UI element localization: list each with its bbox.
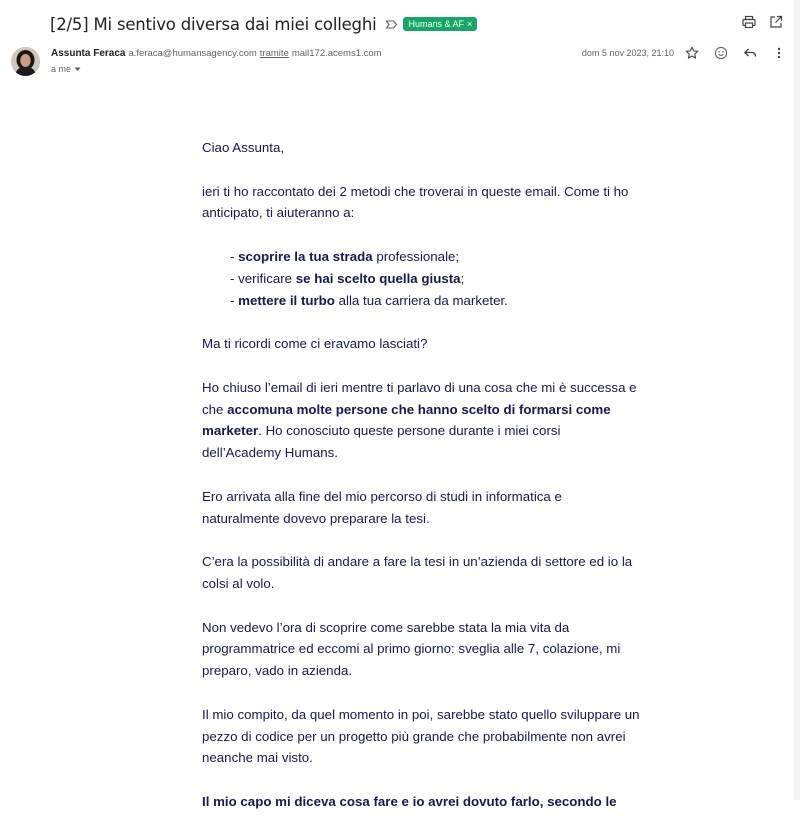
body-paragraph: ieri ti ho raccontato dei 2 metodi che troverai in queste email. Come ti ho anticipato, ti aiuteranno a:	[202, 183, 629, 221]
list-item: - mettere il turbo alla tua carriera da marketer.	[230, 292, 508, 308]
body-paragraph: Ero arrivata alla fine del mio percorso di studi in informatica e naturalmente dovevo preparare la tesi.	[202, 488, 562, 526]
recipient-line[interactable]	[51, 64, 81, 74]
sender-email[interactable]: a.feraca@humansagency.com	[128, 48, 257, 59]
open-in-new-window-icon[interactable]	[769, 15, 783, 29]
important-marker-icon[interactable]	[385, 18, 398, 31]
label-chip-humans-af[interactable]	[403, 17, 477, 31]
sender-name[interactable]: Assunta Feraca	[51, 48, 126, 59]
subject-row	[50, 11, 477, 37]
list-item: - scoprire la tua strada professionale;	[230, 248, 460, 264]
reply-icon[interactable]	[743, 46, 757, 60]
message-date: dom 5 nov 2023, 21:10	[581, 48, 674, 58]
via-link[interactable]: tramite	[259, 48, 289, 59]
body-paragraph: Il mio capo mi diceva cosa fare e io avrei dovuto farlo, secondo le	[202, 793, 617, 809]
body-paragraph: Non vedevo l’ora di scoprire come sarebbe stata la mia vita da programmatrice ed eccomi al primo giorno: sveglia alle 7, colazione, mi preparo, vado in azienda.	[202, 619, 621, 679]
print-icon[interactable]	[742, 15, 756, 29]
body-paragraph: C’era la possibilità di andare a fare la tesi in un’azienda di settore ed io la colsi al volo.	[202, 554, 633, 591]
list-item: - verificare se hai scelto quella giusta;	[230, 270, 465, 286]
email-body	[202, 137, 642, 835]
scrollbar-track[interactable]	[794, 0, 800, 800]
chevron-down-icon[interactable]	[74, 64, 81, 74]
emoji-reaction-icon[interactable]	[714, 46, 728, 60]
thread-actions	[742, 15, 783, 29]
label-chip-text: Humans & AF	[408, 19, 464, 29]
via-domain: mail172.acems1.com	[291, 48, 382, 59]
greeting: Ciao Assunta,	[202, 140, 285, 155]
remove-label-icon[interactable]: ×	[467, 19, 473, 29]
benefits-list	[202, 246, 642, 311]
body-paragraph: Ho chiuso l’email di ieri mentre ti parlavo di una cosa che mi è successa e che accomuna molte persone che hanno scelto di formarsi come marketer. Ho conosciuto queste persone durante i miei corsi dell’Academy Humans.	[202, 379, 637, 461]
sender-avatar[interactable]	[11, 47, 40, 76]
sender-line	[51, 48, 382, 59]
message-meta	[582, 46, 786, 60]
more-vert-icon[interactable]	[772, 46, 786, 60]
body-paragraph: Ma ti ricordi come ci eravamo lasciati?	[202, 336, 428, 352]
email-subject: [2/5] Mi sentivo diversa dai miei colleghi	[50, 14, 377, 34]
body-paragraph: Il mio compito, da quel momento in poi, sarebbe stato quello sviluppare un pezzo di codice per un progetto più grande che probabilmente non avrei neanche mai visto.	[202, 706, 640, 766]
recipient-label: a me	[51, 64, 72, 74]
star-icon[interactable]	[685, 46, 699, 60]
